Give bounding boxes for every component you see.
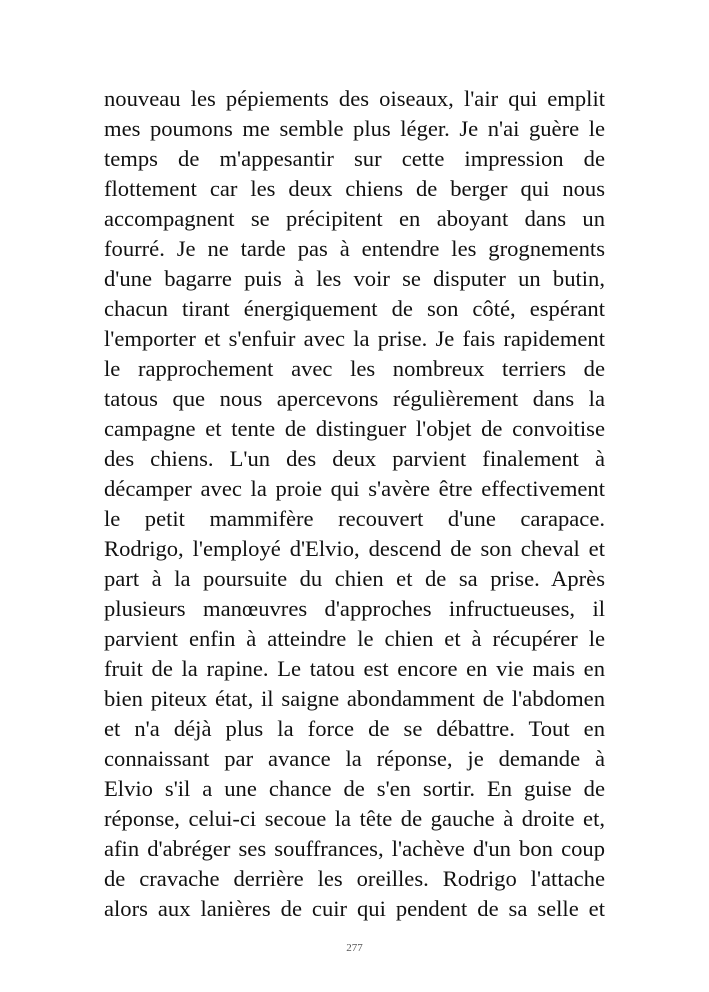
text-line: fourré. Je ne tarde pas à entendre les grognements [104, 236, 605, 261]
text-line: d'une bagarre puis à les voir se disputer un butin, [104, 266, 605, 291]
text-line: mes poumons me semble plus léger. Je n'ai guère le [104, 116, 605, 141]
text-line: campagne et tente de distinguer l'objet de convoitise [104, 416, 605, 441]
text-line: connaissant par avance la réponse, je demande à [104, 746, 605, 771]
text-line: de cravache derrière les oreilles. Rodrigo l'attache [104, 866, 605, 891]
text-line: temps de m'appesantir sur cette impression de [104, 146, 605, 171]
text-line: nouveau les pépiements des oiseaux, l'air qui emplit [104, 86, 605, 111]
text-line: part à la poursuite du chien et de sa prise. Après [104, 566, 605, 591]
text-line: décamper avec la proie qui s'avère être effectivement [104, 476, 605, 501]
text-line: plusieurs manœuvres d'approches infructueuses, il [104, 596, 605, 621]
text-line: et n'a déjà plus la force de se débattre. Tout en [104, 716, 605, 741]
text-line: fruit de la rapine. Le tatou est encore en vie mais en [104, 656, 605, 681]
text-line: flottement car les deux chiens de berger qui nous [104, 176, 605, 201]
body-text [104, 84, 605, 924]
text-line: réponse, celui-ci secoue la tête de gauche à droite et, [104, 806, 605, 831]
text-line: chacun tirant énergiquement de son côté, espérant [104, 296, 605, 321]
text-line: parvient enfin à atteindre le chien et à récupérer le [104, 626, 605, 651]
text-line: des chiens. L'un des deux parvient finalement à [104, 446, 605, 471]
text-line: alors aux lanières de cuir qui pendent de sa selle et [104, 896, 605, 921]
text-line: afin d'abréger ses souffrances, l'achève d'un bon coup [104, 836, 605, 861]
text-line: bien piteux état, il saigne abondamment de l'abdomen [104, 686, 605, 711]
text-line: accompagnent se précipitent en aboyant dans un [104, 206, 605, 231]
page-number: 277 [346, 942, 363, 954]
text-line: Elvio s'il a une chance de s'en sortir. En guise de [104, 776, 605, 801]
text-line: le petit mammifère recouvert d'une carapace. [104, 506, 605, 531]
text-line: tatous que nous apercevons régulièrement dans la [104, 386, 605, 411]
text-line: l'emporter et s'enfuir avec la prise. Je fais rapidement [104, 326, 605, 351]
text-line: Rodrigo, l'employé d'Elvio, descend de son cheval et [104, 536, 605, 561]
text-line: le rapprochement avec les nombreux terriers de [104, 356, 605, 381]
